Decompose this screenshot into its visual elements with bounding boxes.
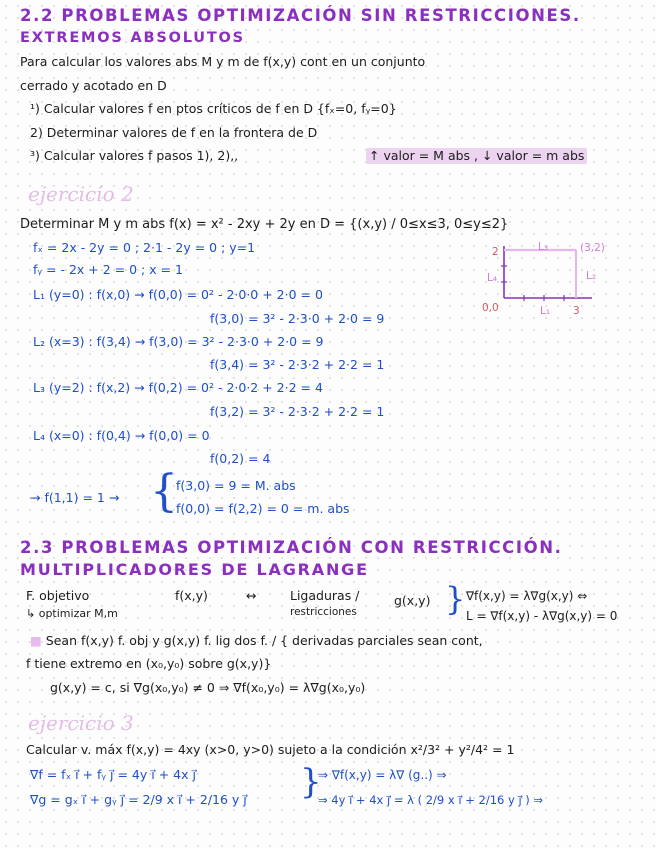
ej2-fy: fᵧ = - 2x + 2 = 0 ; x = 1 bbox=[33, 262, 183, 277]
ej3-result-1: ⇒ ∇f(x,y) = λ∇ (g..) ⇒ bbox=[318, 768, 447, 782]
fxy-label: f(x,y) bbox=[175, 588, 208, 603]
diagram-label-3: 3 bbox=[573, 305, 580, 317]
result-brace: { bbox=[150, 466, 178, 517]
tiene-line: f tiene extremo en (x₀,y₀) sobre g(x,y)} bbox=[26, 656, 272, 671]
step-2: 2) Determinar valores de f en la frontera de D bbox=[30, 125, 318, 140]
ej2-l4a: L₄ (x=0) : f(0,4) → f(0,0) = 0 bbox=[33, 428, 210, 443]
ej2-result-min: f(0,0) = f(2,2) = 0 = m. abs bbox=[176, 501, 350, 516]
ej2-l3b: f(3,2) = 3² - 2·3·2 + 2·2 = 1 bbox=[210, 404, 385, 419]
ej3-statement: Calcular v. máx f(x,y) = 4xy (x>0, y>0) sujeto a la condición x²/3² + y²/4² = 1 bbox=[26, 742, 515, 757]
ej2-statement: Determinar M y m abs f(x) = x² - 2xy + 2y en D = {(x,y) / 0≤x≤3, 0≤y≤2} bbox=[20, 217, 509, 232]
lagrange-eq-1: ∇f(x,y) = λ∇g(x,y) ⇔ bbox=[466, 589, 588, 603]
ejercicio-2-heading: ejercicio 2 bbox=[28, 182, 134, 206]
ej2-l2b: f(3,4) = 3² - 2·3·2 + 2·2 = 1 bbox=[210, 357, 385, 372]
sean-line bbox=[30, 633, 483, 649]
diagram-label-origin: 0,0 bbox=[482, 302, 499, 314]
ej2-l3a: L₃ (y=2) : f(x,2) → f(0,2) = 0² - 2·0·2 + 2·2 = 4 bbox=[33, 380, 323, 395]
step-1: ¹) Calcular valores f en ptos críticos de f en D {fₓ=0, fᵧ=0} bbox=[30, 101, 397, 116]
ej2-l1a: L₁ (y=0) : f(x,0) → f(0,0) = 0² - 2·0·0 + 2·0 = 0 bbox=[33, 287, 323, 302]
diagram-label-2: 2 bbox=[492, 246, 499, 258]
equiv-arrow: ↔ bbox=[246, 588, 257, 603]
intro-line-1: Para calcular los valores abs M y m de f(x,y) cont en un conjunto bbox=[20, 54, 426, 69]
diagram-label-l3: L₃ bbox=[538, 241, 549, 253]
f-objetivo: F. objetivo bbox=[26, 588, 90, 603]
diagram-label-l1: L₁ bbox=[540, 305, 551, 317]
intro-line-2: cerrado y acotado en D bbox=[20, 78, 167, 93]
ej2-result-max: f(3,0) = 9 = M. abs bbox=[176, 478, 296, 493]
restricciones: restricciones bbox=[290, 606, 357, 618]
ejercicio-3-heading: ejercicio 3 bbox=[28, 711, 134, 735]
step-3: ³) Calcular valores f pasos 1), 2),, bbox=[30, 148, 239, 163]
diagram-label-l4: L₄ bbox=[487, 272, 498, 284]
ej2-l1b: f(3,0) = 3² - 2·3·0 + 2·0 = 9 bbox=[210, 311, 385, 326]
sean-text: Sean f(x,y) f. obj y g(x,y) f. lig dos f. / { derivadas parciales sean cont, bbox=[45, 633, 483, 648]
section-2-2-title: 2.2 PROBLEMAS OPTIMIZACIÓN SIN RESTRICCIONES. bbox=[20, 6, 581, 25]
ej3-grad-f: ∇f = fₓ i⃗ + fᵧ j⃗ = 4y i⃗ + 4x j⃗ bbox=[30, 767, 196, 782]
optimizar: ↳ optimizar M,m bbox=[26, 607, 118, 620]
ej2-l4b: f(0,2) = 4 bbox=[210, 451, 271, 466]
ej3-result-2: ⇒ 4y i⃗ + 4x j⃗ = λ ( 2/9 x i⃗ + 2/16 y j⃗ ) ⇒ bbox=[318, 793, 544, 807]
bullet-icon: ■ bbox=[30, 633, 46, 648]
diagram-label-corner: (3,2) bbox=[580, 242, 605, 254]
section-2-2-subtitle: EXTREMOS ABSOLUTOS bbox=[20, 30, 245, 46]
step-3-highlight: ↑ valor = M abs , ↓ valor = m abs bbox=[366, 148, 587, 164]
diagram-label-l2: L₂ bbox=[586, 270, 597, 282]
condition-line: g(x,y) = c, si ∇g(x₀,y₀) ≠ 0 ⇒ ∇f(x₀,y₀) = λ∇g(x₀,y₀) bbox=[50, 680, 366, 695]
ej3-grad-g: ∇g = gₓ i⃗ + gᵧ j⃗ = 2/9 x i⃗ + 2/16 y j⃗ bbox=[30, 792, 247, 807]
ej2-fx: fₓ = 2x - 2y = 0 ; 2·1 - 2y = 0 ; y=1 bbox=[33, 240, 256, 255]
gxy-label: g(x,y) bbox=[394, 593, 431, 608]
ligaduras: Ligaduras / bbox=[290, 588, 360, 603]
section-2-3-title: 2.3 PROBLEMAS OPTIMIZACIÓN CON RESTRICCIÓN. bbox=[20, 538, 563, 557]
section-2-3-subtitle: MULTIPLICADORES DE LAGRANGE bbox=[20, 560, 369, 579]
lagrange-brace: { bbox=[445, 580, 466, 618]
lagrange-eq-2: L = ∇f(x,y) - λ∇g(x,y) = 0 bbox=[466, 609, 618, 623]
ej2-l2a: L₂ (x=3) : f(3,4) → f(3,0) = 3² - 2·3·0 + 2·0 = 9 bbox=[33, 334, 324, 349]
ej2-critical: → f(1,1) = 1 → bbox=[30, 490, 120, 505]
ej3-brace: { bbox=[300, 762, 322, 802]
